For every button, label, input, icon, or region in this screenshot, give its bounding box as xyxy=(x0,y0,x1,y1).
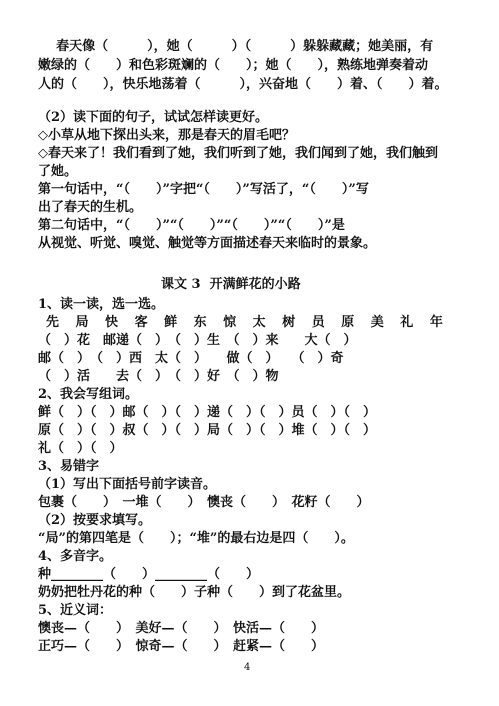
section2-row3: 礼（ ）（ ） xyxy=(38,441,123,456)
section3-q2-items: “局”的第四笔是（ ）；“堆”的最右边是四（ ）。 xyxy=(38,531,354,546)
section1-heading: 1、读一读，选一选。 xyxy=(38,297,165,312)
section1-characters: 先 局 快 客 鲜 东 惊 太 树 员 原 美 礼 年 xyxy=(46,315,449,330)
section4-line2: 奶奶把牡丹花的种（ ）子种（ ）到了花盆里。 xyxy=(38,585,351,600)
para1-line2: 嫩绿的（ ）和色彩斑斓的（ ）；她（ ），熟练地弹奏着动 xyxy=(38,58,429,73)
section5-row2: 正巧—（ ） 惊奇—（ ） 赶紧—（ ） xyxy=(38,639,325,654)
q2-heading: （2）读下面的句子，试试怎样读更好。 xyxy=(38,110,269,125)
section2-row2: 原（ ）（ ）叔（ ）（ ）局（ ）（ ）堆（ ）（ ） xyxy=(38,423,377,438)
section2-row1: 鲜（ ）（ ）邮（ ）（ ）递（ ）（ ）员（ ）（ ） xyxy=(38,405,377,420)
lesson-title: 课文 3 开满鲜花的小路 xyxy=(161,277,301,292)
section1-row2: 邮（ ） （ ）西 太（ ） 做（ ） （ ）奇 xyxy=(38,351,344,366)
section3-q2: （2）按要求填写。 xyxy=(38,513,152,528)
para1-line3: 人的（ ），快乐地荡着（ ），兴奋地（ ）着、（ ）着。 xyxy=(38,77,448,92)
section1-row1: （ ）花 邮递（ ） （ ）生 （ ）来 大（ ） xyxy=(38,333,357,348)
q2-question-4-line1: 第二句话中，“（ ）”“（ ）”“（ ）”“（ ）”是 xyxy=(38,218,345,233)
section1-row3: （ ）活 去（ ） （ ）好 （ ）物 xyxy=(38,369,279,384)
section4-heading: 4、多音字。 xyxy=(38,549,113,564)
section3-heading: 3、易错字 xyxy=(38,459,100,474)
q2-sentence-1: ◇小草从地下探出头来，那是春天的眉毛吧？ xyxy=(38,128,295,143)
section3-q1-items: 包裹（ ） 一堆（ ） 懊丧（ ） 花籽（ ） xyxy=(38,495,370,510)
para1-line1: 春天像（ ），她（ ）（ ）躲躲藏藏；她美丽，有 xyxy=(38,39,434,54)
page-number: 4 xyxy=(244,662,251,673)
section2-heading: 2、我会写组词。 xyxy=(38,387,139,402)
q2-question-4-line2: 从视觉、听觉、嗅觉、触觉等方面描述春天来临时的景象。 xyxy=(38,236,377,251)
section5-heading: 5、近义词： xyxy=(38,603,113,618)
q2-sentence-2-line2: 了她。 xyxy=(38,164,78,179)
section5-row1: 懊丧—（ ） 美好—（ ） 快活—（ ） xyxy=(38,621,325,636)
q2-sentence-2-line1: ◇春天来了！我们看到了她，我们听到了她，我们闻到了她，我们触到 xyxy=(38,146,438,161)
section4-line1: 种________（ ）________（ ） xyxy=(38,567,260,582)
section3-q1: （1）写出下面括号前字读音。 xyxy=(38,477,217,492)
q2-question-3-line1: 第一句话中，“（ ）”字把“（ ）”写活了，“（ ）”写 xyxy=(38,182,369,197)
q2-question-3-line2: 出了春天的生机。 xyxy=(38,200,143,215)
